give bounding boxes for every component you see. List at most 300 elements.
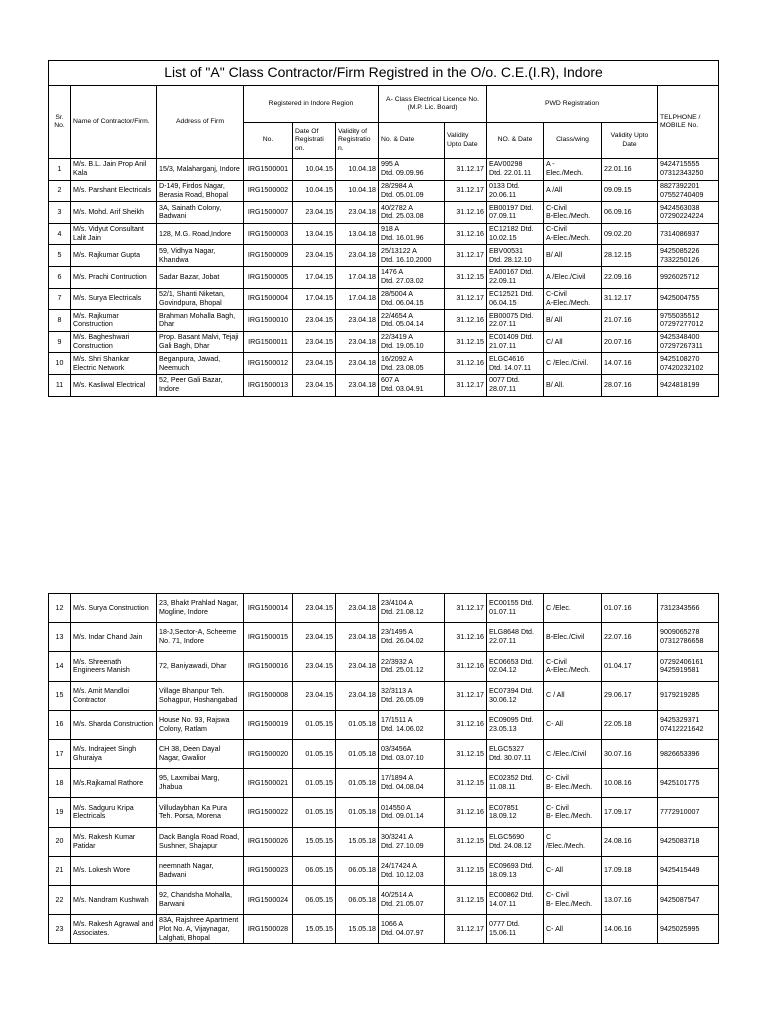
cell-lic-no: 28/5004 A Dtd. 06.04.15 [379, 288, 445, 310]
cell-address: 52/1, Shanti Niketan, Govindpura, Bhopal [157, 288, 244, 310]
cell-lic-no: 16/2092 A Dtd. 23.08.05 [379, 353, 445, 375]
cell-pwd-no: EB00197 Dtd. 07.09.11 [487, 202, 544, 224]
cell-address: 95, Laxmibai Marg, Jhabua [157, 769, 244, 798]
cell-pwd-class: C- Civil B- Elec./Mech. [544, 885, 602, 914]
cell-phone: 9926025712 [658, 266, 719, 288]
cell-pwd-validity: 14.07.16 [602, 353, 658, 375]
cell-phone: 9424818199 [658, 374, 719, 396]
cell-sr: 18 [49, 769, 71, 798]
cell-pwd-validity: 21.07.16 [602, 310, 658, 332]
cell-lic-validity: 31.12.15 [445, 856, 487, 885]
cell-reg-no: IRG1500016 [244, 652, 293, 681]
cell-reg-date: 15.05.15 [293, 827, 336, 856]
cell-pwd-no: EC12521 Dtd. 06.04.15 [487, 288, 544, 310]
cell-name: M/s. Indar Chand Jain [71, 623, 157, 652]
cell-pwd-class: C-Civil A-Elec./Mech. [544, 288, 602, 310]
cell-reg-validity: 23.04.18 [336, 353, 379, 375]
cell-pwd-validity: 22.01.16 [602, 159, 658, 181]
cell-sr: 19 [49, 798, 71, 827]
table-row [49, 798, 719, 827]
cell-sr: 8 [49, 310, 71, 332]
cell-lic-validity: 31.12.16 [445, 798, 487, 827]
cell-reg-validity: 06.05.18 [336, 856, 379, 885]
cell-address: House No. 93, Rajswa Colony, Ratlam [157, 710, 244, 739]
cell-pwd-validity: 13.07.16 [602, 885, 658, 914]
table-row [49, 769, 719, 798]
cell-name: M/s. Rakesh Agrawal and Associates. [71, 915, 157, 944]
table-row [49, 223, 719, 245]
cell-pwd-validity: 01.04.17 [602, 652, 658, 681]
cell-phone: 8827392201 07552740409 [658, 180, 719, 202]
cell-pwd-no: EC00155 Dtd. 01.07.11 [487, 594, 544, 623]
cell-pwd-validity: 28.12.15 [602, 245, 658, 267]
cell-address: Sadar Bazar, Jobat [157, 266, 244, 288]
cell-reg-no: IRG1500003 [244, 223, 293, 245]
cell-pwd-no: EBV00531 Dtd. 28.12.10 [487, 245, 544, 267]
cell-lic-validity: 31.12.17 [445, 288, 487, 310]
cell-address: Beganpura, Jawad, Neemuch [157, 353, 244, 375]
cell-pwd-validity: 09.02.20 [602, 223, 658, 245]
cell-reg-no: IRG1500028 [244, 915, 293, 944]
cell-reg-validity: 23.04.18 [336, 245, 379, 267]
cell-lic-no: 918 A Dtd. 16.01.96 [379, 223, 445, 245]
cell-lic-validity: 31.12.15 [445, 769, 487, 798]
cell-reg-no: IRG1500019 [244, 710, 293, 739]
cell-reg-no: IRG1500024 [244, 885, 293, 914]
cell-pwd-no: 0077 Dtd. 28.07.11 [487, 374, 544, 396]
cell-pwd-validity: 20.07.16 [602, 331, 658, 353]
cell-phone: 9425101775 [658, 769, 719, 798]
table-row [49, 266, 719, 288]
cell-phone: 9425108270 07420232102 [658, 353, 719, 375]
cell-reg-no: IRG1500021 [244, 769, 293, 798]
cell-phone: 9009065278 07312786658 [658, 623, 719, 652]
header-sr: Sr. No. [49, 86, 71, 159]
cell-sr: 4 [49, 223, 71, 245]
cell-pwd-class: A /All [544, 180, 602, 202]
cell-reg-validity: 23.04.18 [336, 202, 379, 224]
contractor-table-page-1 [48, 60, 719, 397]
cell-sr: 15 [49, 681, 71, 710]
cell-lic-validity: 31.12.17 [445, 159, 487, 181]
cell-name: M/s. Mohd. Arif Sheikh [71, 202, 157, 224]
cell-phone: 9424715555 07312343250 [658, 159, 719, 181]
cell-sr: 3 [49, 202, 71, 224]
cell-pwd-no: ELG8648 Dtd. 22.07.11 [487, 623, 544, 652]
cell-pwd-class: C- All [544, 915, 602, 944]
cell-lic-validity: 31.12.15 [445, 331, 487, 353]
cell-lic-no: 17/1894 A Dtd. 04.08.04 [379, 769, 445, 798]
cell-reg-date: 23.04.15 [293, 594, 336, 623]
cell-reg-date: 23.04.15 [293, 202, 336, 224]
cell-lic-validity: 31.12.16 [445, 202, 487, 224]
cell-reg-date: 13.04.15 [293, 223, 336, 245]
cell-pwd-validity: 31.12.17 [602, 288, 658, 310]
cell-lic-no: 23/4104 A Dtd. 21.08.12 [379, 594, 445, 623]
cell-reg-validity: 23.04.18 [336, 374, 379, 396]
cell-pwd-class: C- All [544, 710, 602, 739]
cell-pwd-validity: 28.07.16 [602, 374, 658, 396]
cell-pwd-class: C- Civil B- Elec./Mech. [544, 769, 602, 798]
table-row [49, 180, 719, 202]
cell-lic-validity: 31.12.17 [445, 915, 487, 944]
cell-reg-validity: 17.04.18 [336, 266, 379, 288]
cell-address: neemnath Nagar, Badwani [157, 856, 244, 885]
cell-address: 18-J,Sector-A, Scheeme No. 71, Indore [157, 623, 244, 652]
table-row [49, 710, 719, 739]
cell-pwd-validity: 29.06.17 [602, 681, 658, 710]
cell-sr: 20 [49, 827, 71, 856]
cell-reg-validity: 01.05.18 [336, 769, 379, 798]
cell-lic-validity: 31.12.16 [445, 353, 487, 375]
cell-pwd-no: EC06653 Dtd. 02.04.12 [487, 652, 544, 681]
cell-phone: 7312343566 [658, 594, 719, 623]
header-address: Address of Firm [157, 86, 244, 159]
cell-pwd-validity: 22.07.16 [602, 623, 658, 652]
cell-pwd-no: EC09693 Dtd. 18.09.13 [487, 856, 544, 885]
cell-pwd-no: 0777 Dtd. 15.06.11 [487, 915, 544, 944]
cell-sr: 9 [49, 331, 71, 353]
cell-name: M/s. Amit Mandloi Contractor [71, 681, 157, 710]
cell-pwd-class: A /Elec./Civil [544, 266, 602, 288]
cell-address: 83A, Rajshree Apartment Plot No. A, Vijaynagar, Lalghati, Bhopal [157, 915, 244, 944]
cell-sr: 13 [49, 623, 71, 652]
cell-reg-date: 23.04.15 [293, 331, 336, 353]
cell-lic-no: 28/2984 A Dtd. 05.01.09 [379, 180, 445, 202]
cell-name: M/s. Rakesh Kumar Patidar [71, 827, 157, 856]
cell-pwd-validity: 09.09.15 [602, 180, 658, 202]
cell-lic-no: 22/3932 A Dtd. 25.01.12 [379, 652, 445, 681]
cell-reg-date: 23.04.15 [293, 652, 336, 681]
cell-pwd-class: C- Civil B- Elec./Mech. [544, 798, 602, 827]
cell-lic-validity: 31.12.16 [445, 623, 487, 652]
header-pwd-class: Class/wing [544, 123, 602, 159]
cell-phone: 9425329371 07412221642 [658, 710, 719, 739]
cell-reg-date: 23.04.15 [293, 245, 336, 267]
cell-name: M/s. Shri Shankar Electric Network [71, 353, 157, 375]
table-row [49, 915, 719, 944]
cell-pwd-class: C- All [544, 856, 602, 885]
cell-sr: 17 [49, 739, 71, 768]
table-row [49, 739, 719, 768]
cell-reg-validity: 15.05.18 [336, 827, 379, 856]
cell-name: M/s. Rajkumar Construction [71, 310, 157, 332]
cell-address: D-149, Firdos Nagar, Berasia Road, Bhopal [157, 180, 244, 202]
cell-sr: 2 [49, 180, 71, 202]
cell-reg-no: IRG1500014 [244, 594, 293, 623]
cell-lic-no: 607 A Dtd. 03.04.91 [379, 374, 445, 396]
header-registered-group: Registered in Indore Region [244, 86, 379, 123]
cell-lic-validity: 31.12.17 [445, 374, 487, 396]
cell-name: M/s. Surya Construction [71, 594, 157, 623]
cell-reg-validity: 01.05.18 [336, 798, 379, 827]
cell-pwd-class: C /Elec./Civil [544, 739, 602, 768]
cell-reg-validity: 23.04.18 [336, 681, 379, 710]
cell-reg-date: 01.05.15 [293, 710, 336, 739]
table-row [49, 827, 719, 856]
cell-reg-no: IRG1500015 [244, 623, 293, 652]
cell-name: M/s.Rajkamal Rathore [71, 769, 157, 798]
cell-lic-validity: 31.12.16 [445, 710, 487, 739]
cell-name: M/s. Bagheshwari Construction [71, 331, 157, 353]
cell-pwd-class: A - Elec./Mech. [544, 159, 602, 181]
cell-reg-no: IRG1500023 [244, 856, 293, 885]
header-licence-group: A- Class Electrical Licence No. (M.P. Lic. Board) [379, 86, 487, 123]
cell-name: M/s. Prachi Contruction [71, 266, 157, 288]
cell-pwd-validity: 17.09.17 [602, 798, 658, 827]
cell-pwd-class: C / All [544, 681, 602, 710]
cell-address: Villudaybhan Ka Pura Teh. Porsa, Morena [157, 798, 244, 827]
cell-phone: 9425415449 [658, 856, 719, 885]
cell-reg-no: IRG1500005 [244, 266, 293, 288]
contractor-table-page-2 [48, 593, 719, 944]
cell-reg-date: 01.05.15 [293, 798, 336, 827]
cell-lic-no: 23/1495 A Dtd. 26.04.02 [379, 623, 445, 652]
table-row [49, 681, 719, 710]
cell-pwd-no: ELGC5690 Dtd. 24.08.12 [487, 827, 544, 856]
cell-reg-validity: 01.05.18 [336, 710, 379, 739]
cell-name: M/s. Parshant Electricals [71, 180, 157, 202]
cell-address: 23, Bhakt Prahlad Nagar, Mogline, Indore [157, 594, 244, 623]
cell-reg-validity: 13.04.18 [336, 223, 379, 245]
cell-lic-no: 1066 A Dtd. 04.07.97 [379, 915, 445, 944]
cell-sr: 6 [49, 266, 71, 288]
cell-pwd-no: EAV00298 Dtd. 22.01.11 [487, 159, 544, 181]
cell-lic-no: 995 A Dtd. 09.09.96 [379, 159, 445, 181]
cell-pwd-no: EC07394 Dtd. 30.06.12 [487, 681, 544, 710]
cell-reg-validity: 23.04.18 [336, 594, 379, 623]
cell-name: M/s. B.L. Jain Prop Anil Kala [71, 159, 157, 181]
table-row [49, 594, 719, 623]
cell-lic-no: 40/2514 A Dtd. 21.05.07 [379, 885, 445, 914]
cell-reg-date: 17.04.15 [293, 266, 336, 288]
cell-phone: 9425025995 [658, 915, 719, 944]
cell-address: Dack Bangla Road Road, Sushner, Shajapur [157, 827, 244, 856]
header-pwd-validity: Validity Upto Date [602, 123, 658, 159]
cell-name: M/s. Indrajeet Singh Ghuraiya [71, 739, 157, 768]
header-pwd-no: NO. & Date [487, 123, 544, 159]
header-name: Name of Contractor/Firm. [71, 86, 157, 159]
cell-lic-validity: 31.12.15 [445, 266, 487, 288]
cell-pwd-validity: 01.07.16 [602, 594, 658, 623]
cell-sr: 10 [49, 353, 71, 375]
header-phone: TELPHONE / MOBILE No. [658, 86, 719, 159]
cell-address: CH 38, Deen Dayal Nagar, Gwalior [157, 739, 244, 768]
cell-pwd-no: EC12182 Dtd. 10.02.15 [487, 223, 544, 245]
cell-lic-validity: 31.12.17 [445, 180, 487, 202]
cell-lic-validity: 31.12.15 [445, 739, 487, 768]
cell-lic-validity: 31.12.16 [445, 652, 487, 681]
cell-lic-no: 24/17424 A Dtd. 10.12.03 [379, 856, 445, 885]
cell-pwd-no: EC00862 Dtd. 14.07.11 [487, 885, 544, 914]
cell-sr: 11 [49, 374, 71, 396]
cell-name: M/s. Sadguru Kripa Electricals [71, 798, 157, 827]
cell-reg-date: 15.05.15 [293, 915, 336, 944]
cell-pwd-class: C /Elec. [544, 594, 602, 623]
cell-pwd-class: C-Civil A-Elec./Mech. [544, 652, 602, 681]
cell-pwd-validity: 10.08.16 [602, 769, 658, 798]
cell-reg-no: IRG1500001 [244, 159, 293, 181]
cell-address: Brahman Mohalla Bagh, Dhar [157, 310, 244, 332]
cell-lic-no: 30/3241 A Dtd. 27.10.09 [379, 827, 445, 856]
cell-sr: 5 [49, 245, 71, 267]
cell-reg-no: IRG1500012 [244, 353, 293, 375]
cell-reg-no: IRG1500007 [244, 202, 293, 224]
cell-phone: 9425004755 [658, 288, 719, 310]
cell-sr: 16 [49, 710, 71, 739]
cell-lic-validity: 31.12.15 [445, 827, 487, 856]
cell-address: 128, M.G. Road,Indore [157, 223, 244, 245]
cell-lic-no: 22/4654 A Dtd. 05.04.14 [379, 310, 445, 332]
cell-address: 52, Peer Gali Bazar, Indore [157, 374, 244, 396]
cell-phone: 9826653396 [658, 739, 719, 768]
cell-lic-validity: 31.12.15 [445, 885, 487, 914]
cell-address: 92, Chandsha Mohalla, Barwani [157, 885, 244, 914]
cell-pwd-no: EB00075 Dtd. 22.07.11 [487, 310, 544, 332]
cell-pwd-class: B/ All [544, 310, 602, 332]
cell-lic-no: 03/3456A Dtd. 03.07.10 [379, 739, 445, 768]
cell-name: M/s. Nandram Kushwah [71, 885, 157, 914]
cell-reg-date: 01.05.15 [293, 739, 336, 768]
cell-pwd-no: ELGC5327 Dtd. 30.07.11 [487, 739, 544, 768]
cell-name: M/s. Shreenath Engineers Manish [71, 652, 157, 681]
cell-reg-date: 10.04.15 [293, 159, 336, 181]
cell-pwd-validity: 22.09.16 [602, 266, 658, 288]
cell-pwd-no: ELGC4616 Dtd. 14.07.11 [487, 353, 544, 375]
cell-phone: 9755035512 07297277012 [658, 310, 719, 332]
cell-sr: 23 [49, 915, 71, 944]
cell-reg-date: 06.05.15 [293, 856, 336, 885]
cell-lic-validity: 31.12.17 [445, 681, 487, 710]
cell-lic-no: 40/2782 A Dtd. 25.03.08 [379, 202, 445, 224]
table-row [49, 159, 719, 181]
cell-phone: 9425087547 [658, 885, 719, 914]
cell-phone: 9425348400 07297267311 [658, 331, 719, 353]
cell-lic-no: 22/3419 A Dtd. 19.05.10 [379, 331, 445, 353]
cell-pwd-class: C/ All [544, 331, 602, 353]
header-reg-validity: Validity of Registratio n. [336, 123, 379, 159]
cell-lic-no: 32/3113 A Dtd. 26.05.09 [379, 681, 445, 710]
cell-address: 15/3, Malaharganj, Indore [157, 159, 244, 181]
cell-reg-no: IRG1500011 [244, 331, 293, 353]
header-lic-validity: Validity Upto Date [445, 123, 487, 159]
cell-pwd-no: EC01409 Dtd. 21.07.11 [487, 331, 544, 353]
cell-lic-validity: 31.12.16 [445, 310, 487, 332]
cell-address: 3A, Sainath Colony, Badwani [157, 202, 244, 224]
cell-reg-validity: 01.05.18 [336, 739, 379, 768]
cell-pwd-validity: 24.08.16 [602, 827, 658, 856]
table-row [49, 310, 719, 332]
cell-reg-date: 23.04.15 [293, 681, 336, 710]
header-pwd-group: PWD Registration [487, 86, 658, 123]
cell-pwd-no: EC09095 Dtd. 23.05.13 [487, 710, 544, 739]
table-row [49, 353, 719, 375]
cell-reg-no: IRG1500022 [244, 798, 293, 827]
cell-reg-no: IRG1500020 [244, 739, 293, 768]
cell-lic-validity: 31.12.17 [445, 594, 487, 623]
table-row [49, 856, 719, 885]
cell-name: M/s. Vidyut Consultant Lalit Jain [71, 223, 157, 245]
cell-reg-validity: 06.05.18 [336, 885, 379, 914]
cell-reg-date: 01.05.15 [293, 769, 336, 798]
cell-name: M/s. Surya Electricals [71, 288, 157, 310]
table-row [49, 331, 719, 353]
cell-sr: 12 [49, 594, 71, 623]
cell-reg-no: IRG1500010 [244, 310, 293, 332]
page-title: List of "A" Class Contractor/Firm Registred in the O/o. C.E.(I.R), Indore [49, 61, 719, 86]
cell-reg-date: 06.05.15 [293, 885, 336, 914]
cell-reg-no: IRG1500004 [244, 288, 293, 310]
cell-lic-no: 25/13122 A Dtd. 16.10.2000 [379, 245, 445, 267]
cell-name: M/s. Sharda Construction [71, 710, 157, 739]
cell-reg-validity: 23.04.18 [336, 623, 379, 652]
cell-pwd-class: C /Elec./Civil. [544, 353, 602, 375]
cell-lic-validity: 31.12.16 [445, 223, 487, 245]
cell-reg-date: 23.04.15 [293, 623, 336, 652]
cell-reg-validity: 15.05.18 [336, 915, 379, 944]
cell-reg-no: IRG1500008 [244, 681, 293, 710]
table-row [49, 623, 719, 652]
cell-pwd-no: EC07851 18.09.12 [487, 798, 544, 827]
cell-phone: 07292406161 9425919581 [658, 652, 719, 681]
table-row [49, 245, 719, 267]
cell-lic-validity: 31.12.17 [445, 245, 487, 267]
cell-sr: 7 [49, 288, 71, 310]
cell-pwd-class: C /Elec./Mech. [544, 827, 602, 856]
cell-lic-no: 1476 A Dtd. 27.03.02 [379, 266, 445, 288]
cell-pwd-validity: 14.06.16 [602, 915, 658, 944]
header-reg-date: Date Of Registrati on. [293, 123, 336, 159]
cell-reg-validity: 23.04.18 [336, 331, 379, 353]
cell-phone: 9425083718 [658, 827, 719, 856]
cell-phone: 7772910007 [658, 798, 719, 827]
cell-phone: 9179219285 [658, 681, 719, 710]
cell-reg-date: 23.04.15 [293, 353, 336, 375]
cell-reg-validity: 10.04.18 [336, 159, 379, 181]
cell-pwd-no: EA00167 Dtd. 22.09.11 [487, 266, 544, 288]
header-reg-no: No. [244, 123, 293, 159]
cell-reg-no: IRG1500013 [244, 374, 293, 396]
table-row [49, 288, 719, 310]
header-lic-no: No. & Date [379, 123, 445, 159]
cell-reg-no: IRG1500026 [244, 827, 293, 856]
cell-sr: 1 [49, 159, 71, 181]
cell-reg-validity: 23.04.18 [336, 652, 379, 681]
cell-pwd-class: B-Elec./Civil [544, 623, 602, 652]
cell-phone: 9424563038 07290224224 [658, 202, 719, 224]
cell-pwd-class: B/ All. [544, 374, 602, 396]
cell-reg-date: 10.04.15 [293, 180, 336, 202]
table-row [49, 202, 719, 224]
cell-address: Prop. Basant Malvi, Tejaji Gali Bagh, Dhar [157, 331, 244, 353]
cell-pwd-validity: 30.07.16 [602, 739, 658, 768]
cell-pwd-class: B/ All [544, 245, 602, 267]
cell-reg-date: 23.04.15 [293, 310, 336, 332]
cell-reg-date: 23.04.15 [293, 374, 336, 396]
cell-address: Village Bhanpur Teh. Sohagpur, Hoshangabad [157, 681, 244, 710]
cell-reg-validity: 17.04.18 [336, 288, 379, 310]
cell-pwd-class: C-Civil B-Elec./Mech. [544, 202, 602, 224]
cell-sr: 21 [49, 856, 71, 885]
cell-address: 72, Baniyawadi, Dhar [157, 652, 244, 681]
cell-pwd-class: C-Civil A-Elec./Mech. [544, 223, 602, 245]
cell-phone: 7314086937 [658, 223, 719, 245]
cell-reg-no: IRG1500009 [244, 245, 293, 267]
cell-name: M/s. Kasliwal Electrical [71, 374, 157, 396]
cell-name: M/s. Rajkumar Gupta [71, 245, 157, 267]
cell-reg-date: 17.04.15 [293, 288, 336, 310]
cell-phone: 9425085226 7332250126 [658, 245, 719, 267]
